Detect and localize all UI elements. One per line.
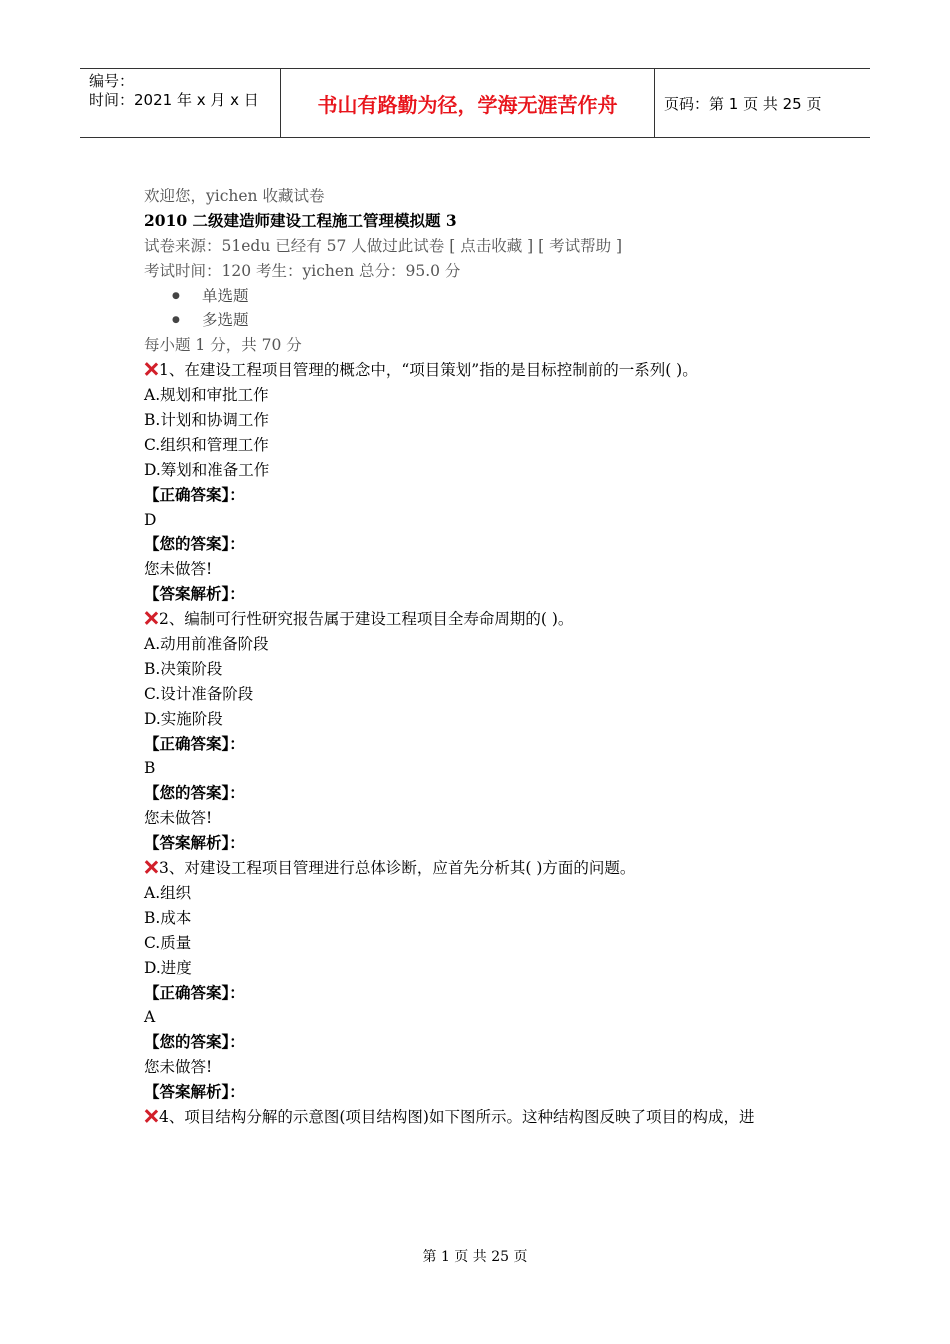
question-text: 1、在建设工程项目管理的概念中，“项目策划”指的是目标控制前的一系列( )。 <box>159 361 698 380</box>
answer-option: C.组织和管理工作 <box>144 435 269 454</box>
your-answer: 您未做答! <box>144 560 213 579</box>
page-header <box>80 68 870 138</box>
your-answer-label: 【您的答案】： <box>144 534 245 554</box>
wrong-mark-icon <box>144 1109 158 1123</box>
score-note: 每小题 1 分，共 70 分 <box>144 336 302 355</box>
answer-option: B.计划和协调工作 <box>144 411 269 430</box>
question-stem <box>144 358 844 383</box>
welcome-text: 欢迎您，yichen 收藏试卷 <box>144 187 325 205</box>
answer-option: B.成本 <box>144 908 192 927</box>
section-link-single[interactable] <box>144 284 844 309</box>
answer-option: C.设计准备阶段 <box>144 684 254 703</box>
section-label: 多选题 <box>202 311 249 330</box>
analysis-label: 【答案解析】： <box>144 584 245 604</box>
header-meta <box>80 69 281 137</box>
question-text: 3、对建设工程项目管理进行总体诊断，应首先分析其( )方面的问题。 <box>159 859 636 878</box>
wrong-mark-icon <box>144 362 158 376</box>
correct-answer-label: 【正确答案】： <box>144 982 245 1002</box>
question-stem <box>144 607 844 632</box>
answer-option: C.质量 <box>144 933 192 952</box>
answer-option: D.进度 <box>144 958 192 977</box>
wrong-mark-icon <box>144 860 158 874</box>
time-label: 时间：2021 年 x 月 x 日 <box>89 91 259 109</box>
your-answer: 您未做答! <box>144 1058 213 1077</box>
correct-answer-label: 【正确答案】： <box>144 733 245 753</box>
exam-info: 考试时间：120 考生：yichen 总分：95.0 分 <box>144 261 461 280</box>
answer-option: B.决策阶段 <box>144 659 223 678</box>
question-stem <box>144 856 844 881</box>
number-label: 编号： <box>89 72 135 90</box>
your-answer: 您未做答! <box>144 809 213 828</box>
page-footer: 第 1 页 共 25 页 <box>422 1249 528 1265</box>
section-label: 单选题 <box>202 286 249 305</box>
question-stem <box>144 1105 844 1130</box>
exam-title: 2010 二级建造师建设工程施工管理模拟题 3 <box>144 210 457 230</box>
analysis-label: 【答案解析】： <box>144 1082 245 1102</box>
your-answer-label: 【您的答案】： <box>144 1032 245 1052</box>
correct-answer: B <box>144 759 156 778</box>
section-link-multi[interactable] <box>144 308 844 333</box>
wrong-mark-icon <box>144 611 158 625</box>
header-page-label: 页码：第 1 页 共 25 页 <box>664 94 822 113</box>
analysis-label: 【答案解析】： <box>144 833 245 853</box>
question-text: 2、编制可行性研究报告属于建设工程项目全寿命周期的( )。 <box>159 610 574 629</box>
answer-option: A.动用前准备阶段 <box>144 635 269 654</box>
source-line: 试卷来源：51edu 已经有 57 人做过此试卷 [ 点击收藏 ] [ 考试帮助 ] <box>144 236 623 255</box>
correct-answer: A <box>144 1008 156 1027</box>
question-text: 4、项目结构分解的示意图(项目结构图)如下图所示。这种结构图反映了项目的构成，进 <box>159 1107 755 1126</box>
your-answer-label: 【您的答案】： <box>144 783 245 803</box>
answer-option: D.实施阶段 <box>144 709 223 728</box>
answer-option: A.组织 <box>144 883 192 902</box>
header-motto: 书山有路勤为径，学海无涯苦作舟 <box>281 69 655 137</box>
answer-option: D.筹划和准备工作 <box>144 460 270 479</box>
correct-answer-label: 【正确答案】： <box>144 484 245 504</box>
answer-option: A.规划和审批工作 <box>144 386 269 405</box>
correct-answer: D <box>144 510 157 529</box>
exam-content <box>144 184 844 1130</box>
